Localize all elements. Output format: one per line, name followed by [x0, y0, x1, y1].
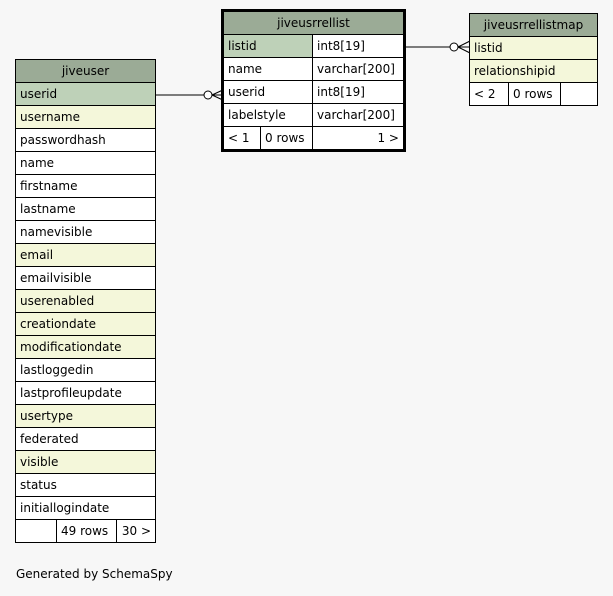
column-row-userid[interactable] — [224, 81, 403, 104]
column-name: userid — [16, 83, 155, 105]
column-name: passwordhash — [20, 133, 106, 147]
column-name: userid — [228, 85, 266, 99]
column-type: int8[19] — [312, 81, 403, 103]
table-title[interactable]: jiveusrrellist — [224, 12, 403, 35]
column-name: usertype — [16, 405, 155, 427]
relationship-optional-marker — [204, 91, 212, 99]
column-row-relationshipid[interactable] — [470, 60, 597, 83]
column-row-userenabled[interactable] — [16, 290, 155, 313]
row-count: 0 rows — [260, 127, 312, 149]
column-row-name[interactable] — [16, 152, 155, 175]
column-row-passwordhash[interactable] — [16, 129, 155, 152]
table-footer — [470, 83, 597, 105]
column-row-labelstyle[interactable] — [224, 104, 403, 127]
column-name: namevisible — [20, 225, 93, 239]
column-name: lastloggedin — [20, 363, 94, 377]
table-jiveusrrellist[interactable] — [221, 9, 406, 152]
column-row-initiallogindate[interactable] — [16, 497, 155, 520]
column-row-listid[interactable] — [470, 37, 597, 60]
column-row-userid[interactable] — [16, 83, 155, 106]
column-type: varchar[200] — [312, 58, 403, 80]
table-footer — [224, 127, 403, 149]
column-row-lastprofileupdate[interactable] — [16, 382, 155, 405]
column-row-visible[interactable] — [16, 451, 155, 474]
column-name: username — [16, 106, 155, 128]
row-count: 0 rows — [508, 83, 560, 105]
children-count[interactable] — [560, 83, 597, 105]
parents-count[interactable]: < 1 — [228, 131, 250, 145]
column-name: lastprofileupdate — [20, 386, 122, 400]
table-title[interactable]: jiveuser — [16, 60, 155, 83]
column-row-creationdate[interactable] — [16, 313, 155, 336]
children-count[interactable]: 30 > — [116, 520, 155, 542]
column-row-lastname[interactable] — [16, 198, 155, 221]
column-name: emailvisible — [20, 271, 92, 285]
table-footer — [16, 520, 155, 542]
column-name: email — [16, 244, 155, 266]
column-row-lastloggedin[interactable] — [16, 359, 155, 382]
children-count[interactable]: 1 > — [312, 127, 403, 149]
column-name: name — [228, 62, 263, 76]
column-name: firstname — [20, 179, 78, 193]
column-name: visible — [16, 451, 155, 473]
column-name: federated — [20, 432, 79, 446]
column-name: listid — [224, 35, 312, 57]
column-name: userenabled — [16, 290, 155, 312]
table-title[interactable]: jiveusrrellistmap — [470, 14, 597, 37]
column-row-name[interactable] — [224, 58, 403, 81]
generated-by-label: Generated by SchemaSpy — [16, 567, 173, 581]
column-row-status[interactable] — [16, 474, 155, 497]
column-row-firstname[interactable] — [16, 175, 155, 198]
parents-count[interactable]: < 2 — [474, 87, 496, 101]
column-row-email[interactable] — [16, 244, 155, 267]
parents-count[interactable] — [16, 520, 56, 542]
column-name: labelstyle — [228, 108, 286, 122]
column-type: int8[19] — [312, 35, 403, 57]
column-row-emailvisible[interactable] — [16, 267, 155, 290]
column-row-modificationdate[interactable] — [16, 336, 155, 359]
relationship-optional-marker — [450, 43, 458, 51]
column-row-listid[interactable] — [224, 35, 403, 58]
column-name: listid — [470, 37, 597, 59]
column-name: name — [20, 156, 55, 170]
column-row-username[interactable] — [16, 106, 155, 129]
column-name: relationshipid — [470, 60, 597, 82]
table-jiveuser[interactable] — [15, 59, 156, 543]
column-row-usertype[interactable] — [16, 405, 155, 428]
table-jiveusrrellistmap[interactable] — [469, 13, 598, 106]
row-count: 49 rows — [56, 520, 116, 542]
column-row-namevisible[interactable] — [16, 221, 155, 244]
column-name: initiallogindate — [20, 501, 110, 515]
column-name: lastname — [20, 202, 76, 216]
column-type: varchar[200] — [312, 104, 403, 126]
column-name: modificationdate — [16, 336, 155, 358]
column-row-federated[interactable] — [16, 428, 155, 451]
column-name: status — [20, 478, 57, 492]
column-name: creationdate — [16, 313, 155, 335]
